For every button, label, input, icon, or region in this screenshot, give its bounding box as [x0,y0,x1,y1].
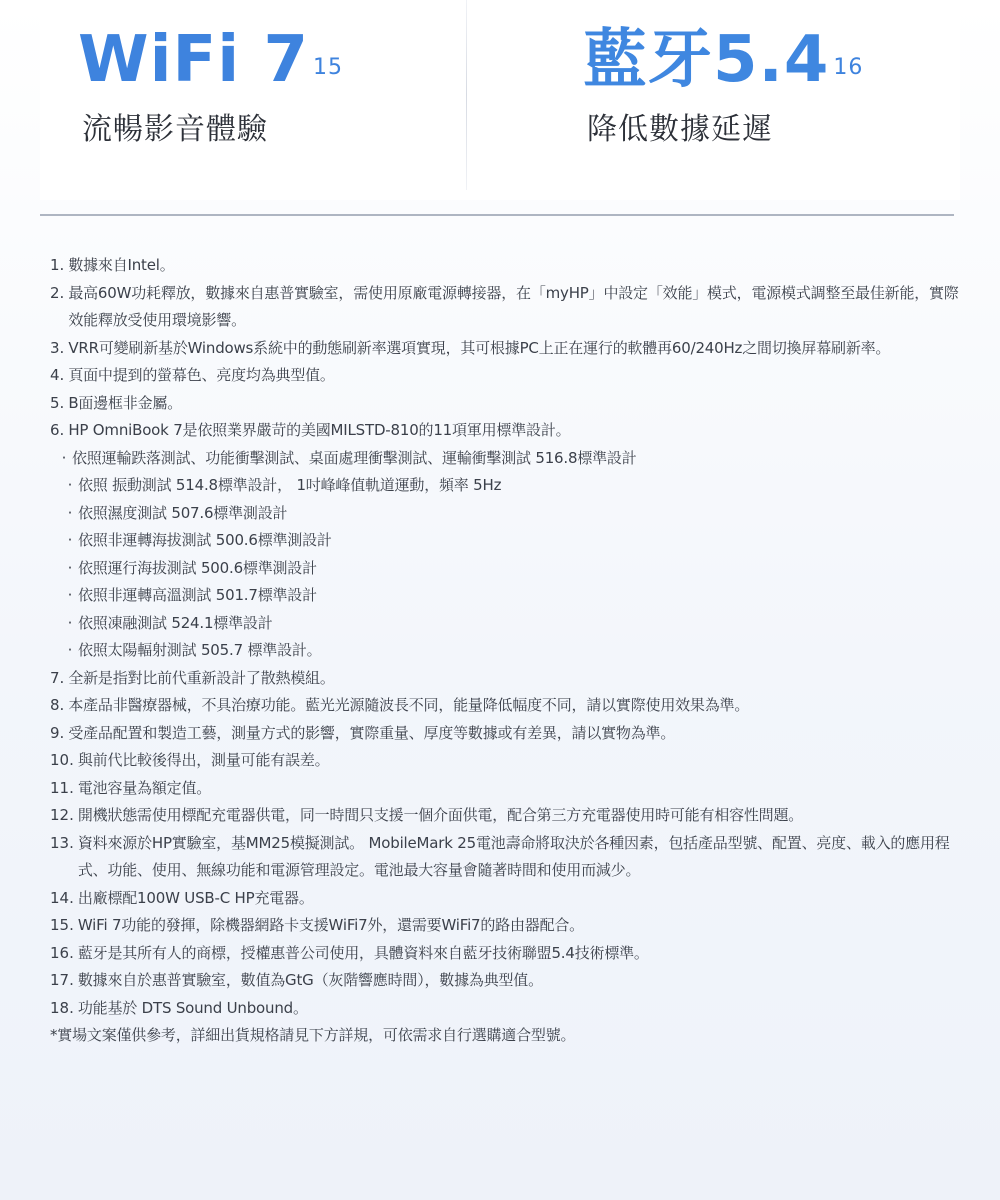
footnote-number: 3. [50,338,65,357]
footnote-text: 依照非運轉海拔測試 500.6標準測設計 [78,531,332,549]
footnote-text: WiFi 7功能的發揮，除機器網路卡支援WiFi7外，還需要WiFi7的路由器配合。 [77,916,584,934]
disclaimer-note [50,1022,965,1050]
wifi-feature [40,0,460,200]
footnote-item [50,362,965,390]
footnote-item [50,252,965,280]
footnote-item [50,720,965,748]
footnote-text: 頁面中提到的螢幕色、亮度均為典型值。 [68,366,335,384]
footnote-text: 依照運行海拔測試 500.6標準測設計 [78,558,317,577]
footnote-text: B面邊框非金屬。 [68,393,183,412]
footnote-item [50,335,965,363]
footnote-number: 9. [50,723,65,742]
footnote-item [50,885,965,913]
footnote-item [50,665,965,693]
footnote-text: 開機狀態需使用標配充電器供電，同一時間只支援一個介面供電，配合第三方充電器使用時可能有相容性問題。 [77,806,804,824]
footnote-text: 功能基於 DTS Sound Unbound。 [77,998,308,1017]
footnote-text: *實場文案僅供參考，詳細出貨規格請見下方詳規，可依需求自行選購適合型號。 [50,1026,576,1044]
wifi-title [78,20,343,100]
footnote-number: 5. [50,393,65,412]
footnote-text: 依照 振動測試 514.8標準設計， 1吋峰峰值軌道運動，頻率 5Hz [78,476,502,494]
footnote-bullet-item [50,472,965,500]
footnote-bullet-item [50,637,965,665]
footnote-text: 數據來自Intel。 [68,256,175,274]
footnote-bullet-item [50,527,965,555]
section-divider [40,214,954,216]
footnote-number: 14. [50,888,74,907]
footnote-text: 全新是指對比前代重新設計了散熱模組。 [68,668,335,687]
bullet-dot-icon: · [67,531,73,549]
footnote-number: 1. [50,256,65,274]
footnote-text: 資料來源於HP實驗室，基MM25模擬測試。 MobileMark 25電池壽命將取決於各種因素，包括產品型號、配置、亮度、載入的應用程式、功能、使用、無線功能和電源管理設定。電池最大容量會隨著時間和使用而減少。 [77,833,950,879]
footnote-text: HP OmniBook 7是依照業界嚴苛的美國MILSTD-810的11項軍用標準設計。 [68,421,571,439]
bullet-dot-icon: · [67,476,73,494]
bluetooth-footnote-ref: 16 [833,55,864,80]
footnote-number: 15. [50,916,74,934]
footnote-bullet-item [50,610,965,638]
bullet-dot-icon: · [67,586,73,604]
footnote-item [50,747,965,775]
footnote-text: 受產品配置和製造工藝，測量方式的影響，實際重量、厚度等數據或有差異，請以實物為準。 [68,723,676,742]
footnotes-list [50,252,965,1050]
footnote-item [50,280,965,335]
bullet-dot-icon: · [67,503,73,522]
footnote-text: 出廠標配100W USB-C HP充電器。 [77,888,314,907]
footnote-item [50,912,965,940]
bluetooth-feature [545,0,960,200]
footnote-text: VRR可變刷新基於Windows系統中的動態刷新率選項實現，其可根據PC上正在運行的軟體再60/240Hz之間切換屏幕刷新率。 [68,338,891,357]
footnote-item [50,417,965,445]
footnote-item [50,995,965,1023]
footnote-number: 17. [50,971,74,989]
footnote-text: 電池容量為額定值。 [77,778,212,797]
footnote-item [50,775,965,803]
footnote-text: 依照太陽輻射測試 505.7 標準設計。 [78,641,322,659]
footnote-item [50,692,965,720]
footnote-bullet-item [50,582,965,610]
footnote-text: 最高60W功耗釋放，數據來自惠普實驗室，需使用原廠電源轉接器，在「myHP」中設定「效能」模式，電源模式調整至最佳新能，實際效能釋放受使用環境影響。 [68,283,959,329]
footnote-number: 13. [50,833,74,852]
footnote-bullet-item [50,445,965,473]
bullet-dot-icon: · [67,613,73,632]
wifi-footnote-ref: 15 [313,55,343,80]
footnote-text: 與前代比較後得出，測量可能有誤差。 [77,751,330,769]
footnote-number: 6. [50,421,65,439]
footnote-item [50,830,965,885]
bluetooth-subtitle: 降低數據延遲 [587,112,773,147]
bluetooth-title-text: 藍牙5.4 [583,23,830,97]
footnote-number: 16. [50,943,74,962]
footnote-number: 8. [50,696,65,714]
footnote-text: 依照非運轉高溫測試 501.7標準設計 [78,586,317,604]
bullet-dot-icon: · [67,558,73,577]
footnote-text: 依照運輸跌落測試、功能衝擊測試、桌面處理衝擊測試、運輸衝擊測試 516.8標準設計 [72,448,637,467]
bullet-dot-icon: · [61,448,67,467]
bullet-dot-icon: · [67,641,73,659]
footnote-number: 18. [50,998,74,1017]
footnote-item [50,940,965,968]
footnote-text: 本產品非醫療器械，不具治療功能。藍光光源隨波長不同，能量降低幅度不同，請以實際使用效果為準。 [68,696,750,714]
footnote-number: 10. [50,751,74,769]
footnote-item [50,390,965,418]
footnote-text: 依照濕度測試 507.6標準測設計 [78,503,288,522]
footnote-item [50,967,965,995]
footnote-item [50,802,965,830]
feature-divider [466,0,467,190]
footnote-text: 數據來自於惠普實驗室，數值為GtG（灰階響應時間），數據為典型值。 [77,971,543,989]
footnote-text: 藍牙是其所有人的商標，授權惠普公司使用，具體資料來自藍牙技術聯盟5.4技術標準。 [77,943,649,962]
wifi-subtitle: 流暢影音體驗 [82,112,268,147]
footnote-number: 4. [50,366,65,384]
footnote-number: 2. [50,283,65,302]
bluetooth-title [583,20,863,100]
footnote-bullet-item [50,555,965,583]
wifi-title-text: WiFi 7 [78,23,309,97]
footnote-number: 7. [50,668,65,687]
footnote-bullet-item [50,500,965,528]
footnote-text: 依照凍融測試 524.1標準設計 [78,613,273,632]
footnote-number: 12. [50,806,74,824]
footnote-number: 11. [50,778,74,797]
